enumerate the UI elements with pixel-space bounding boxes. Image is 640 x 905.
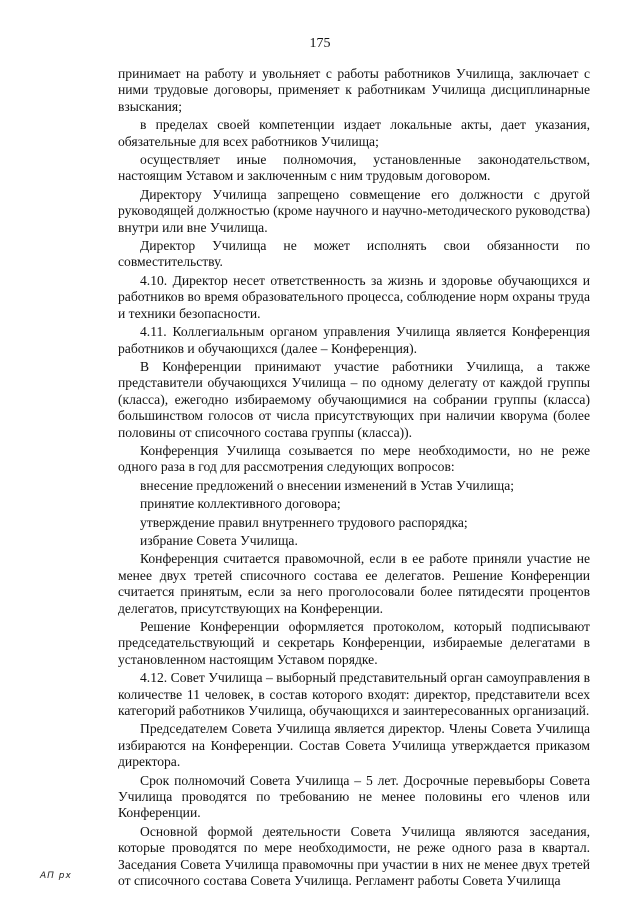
list-item: избрание Совета Училища. [140,532,298,548]
paragraph: Конференция Училища созывается по мере необходимости, но не реже одного раза в год для рассмотрения следующих вопросов: [118,442,590,475]
paragraph: 4.12. Совет Училища – выборный представительный орган самоуправления в количестве 11 человек, в состав которого входят: директор, представители всех категорий работников Училища, обучающихся и заинтересованных организаций. [118,670,590,719]
paragraph: Председателем Совета Училища является директор. Члены Совета Училища избираются на Конференции. Состав Совета Училища утверждается приказом директора. [118,721,590,770]
paragraph: в пределах своей компетенции издает локальные акты, дает указания, обязательные для всех работников Училища; [118,117,590,149]
paragraph: Конференция считается правомочной, если в ее работе приняли участие не менее двух третей списочного состава ее делегатов. Решение Конференции считается принятым, если за него проголосовали более пятидесяти процентов делегатов, присутствующих на Конференции. [118,551,590,616]
paragraph: В Конференции принимают участие работники Училища, а также представители обучающихся Училища – по одному делегату от каждой группы (класса), ежегодно избираемому обучающимися на собрании группы (класса) большинством голосов от числа присутствующих при наличии кворума (более половины от списочного состава группы (класса)). [118,358,590,440]
paragraph: 4.10. Директор несет ответственность за жизнь и здоровье обучающихся и работников во время образовательного процесса, соблюдение норм охраны труда и техники безопасности. [118,272,590,321]
list-item: утверждение правил внутреннего трудового распорядка; [140,514,468,530]
document-body [118,66,590,892]
paragraph: Директор Училища не может исполнять свои обязанности по совместительству. [118,238,590,270]
paragraph: осуществляет иные полномочия, установленные законодательством, настоящим Уставом и заключенным с ним трудовым договором. [118,152,590,184]
footer-mark: АП рх [40,871,72,881]
paragraph: Директору Училища запрещено совмещение его должности с другой руководящей должностью (кроме научного и научно-методического руководства) внутри или вне Училища. [118,186,590,235]
page-number: 175 [309,36,331,51]
paragraph: 4.11. Коллегиальным органом управления Училища является Конференция работников и обучающихся (далее – Конференция). [118,324,590,356]
paragraph: Срок полномочий Совета Училища – 5 лет. Досрочные перевыборы Совета Училища проводятся по требованию не менее половины его членов или Конференции. [118,772,590,821]
list-item: внесение предложений о внесении изменений в Устав Училища; [140,477,515,493]
paragraph: Основной формой деятельности Совета Училища являются заседания, которые проводятся по мере необходимости, не реже одного раза в квартал. Заседания Совета Училища правомочны при участии в них не менее двух третей от списочного состава Совета Училища. Регламент работы Совета Училища [118,823,590,889]
list-item: принятие коллективного договора; [140,496,341,512]
paragraph: принимает на работу и увольняет с работы работников Училища, заключает с ними трудовые договоры, применяет к работникам Училища дисциплинарные взыскания; [118,66,590,114]
paragraph: Решение Конференции оформляется протоколом, который подписывают председательствующий и секретарь Конференции, избираемые делегатами в установленном настоящим Уставом порядке. [118,619,590,667]
